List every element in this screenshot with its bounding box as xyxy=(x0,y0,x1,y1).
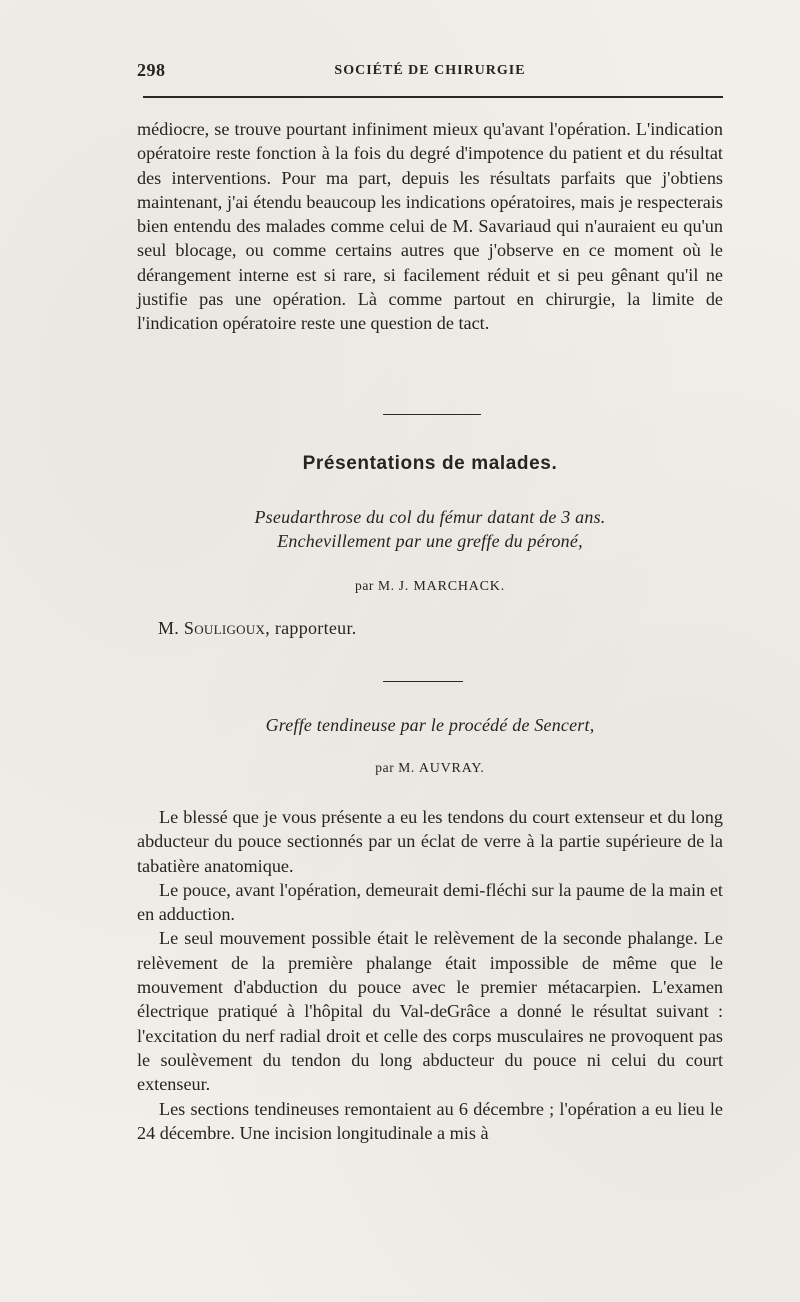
discussion-paragraph xyxy=(137,117,723,336)
page-number: 298 xyxy=(137,60,166,80)
presentation2-byline xyxy=(137,760,723,777)
case-paragraph-1: Le blessé que je vous présente a eu les tendons du court extenseur et du long abducteur du pouce sectionnés par un éclat de verre à la partie supérieure de la tabatière anatomique. xyxy=(137,807,723,876)
page-header xyxy=(137,60,723,84)
byline-author: J. MARCHACK. xyxy=(398,579,506,594)
byline-author: AUVRAY. xyxy=(418,761,485,776)
presentation1-reporter xyxy=(158,618,357,639)
byline-prefix: par M. xyxy=(354,578,399,593)
reporter-suffix: , rapporteur. xyxy=(265,618,357,638)
discussion-text: médiocre, se trouve pourtant infiniment mieux qu'avant l'opération. L'indication opératoire reste fonction à la fois du degré d'impotence du patient et du résultat des interventions. Pour ma part, depuis les résultats parfaits que j'obtiens maintenant, j'ai étendu beaucoup les indications opératoires, mais je respecterais bien entendu des malades comme celui de M. Savariaud qui n'auraient eu qu'un seul blocage, ou comme certains autres que j'observe en ce moment où le dérangement interne est si rare, si facilement réduit et si peu gênant qu'il ne justifie pas une opération. Là comme partout en chirurgie, la limite de l'indication opératoire reste une question de tact. xyxy=(137,119,723,334)
reporter-prefix: M. xyxy=(158,618,184,638)
presentation-separator xyxy=(383,681,463,682)
presentation1-title-line1: Pseudarthrose du col du fémur datant de 3 ans. xyxy=(254,507,606,527)
running-head: SOCIÉTÉ DE CHIRURGIE xyxy=(334,63,526,78)
section-title: Présentations de malades. xyxy=(302,453,558,474)
case-paragraph-3: Le seul mouvement possible était le relèvement de la seconde phalange. Le relèvement de la première phalange était impossible de même que le mouvement d'abduction du pouce avec le premier métacarpien. L'examen électrique pratiqué à l'hôpital du Val-deGrâce a donné le résultat suivant : l'excitation du nerf radial droit et celle des corps musculaires ne provoquent pas le soulèvement du tendon du long abducteur du pouce ni celui du court extenseur. xyxy=(137,928,723,1095)
presentation1-title-line2: Enchevillement par une greffe du péroné, xyxy=(277,531,583,551)
case-paragraph-2: Le pouce, avant l'opération, demeurait demi-fléchi sur la paume de la main et en adduction. xyxy=(137,879,723,925)
presentation1-byline xyxy=(137,578,723,595)
byline-prefix: par M. xyxy=(375,760,419,775)
header-rule xyxy=(143,96,723,98)
case-text xyxy=(137,805,723,1145)
section-separator xyxy=(383,414,481,415)
reporter-name: Souligoux xyxy=(183,618,266,638)
presentation2-title: Greffe tendineuse par le procédé de Sencert, xyxy=(265,715,595,735)
case-paragraph-4: Les sections tendineuses remontaient au 6 décembre ; l'opération a eu lieu le 24 décembre. Une incision longitudinale a mis à xyxy=(137,1098,723,1143)
